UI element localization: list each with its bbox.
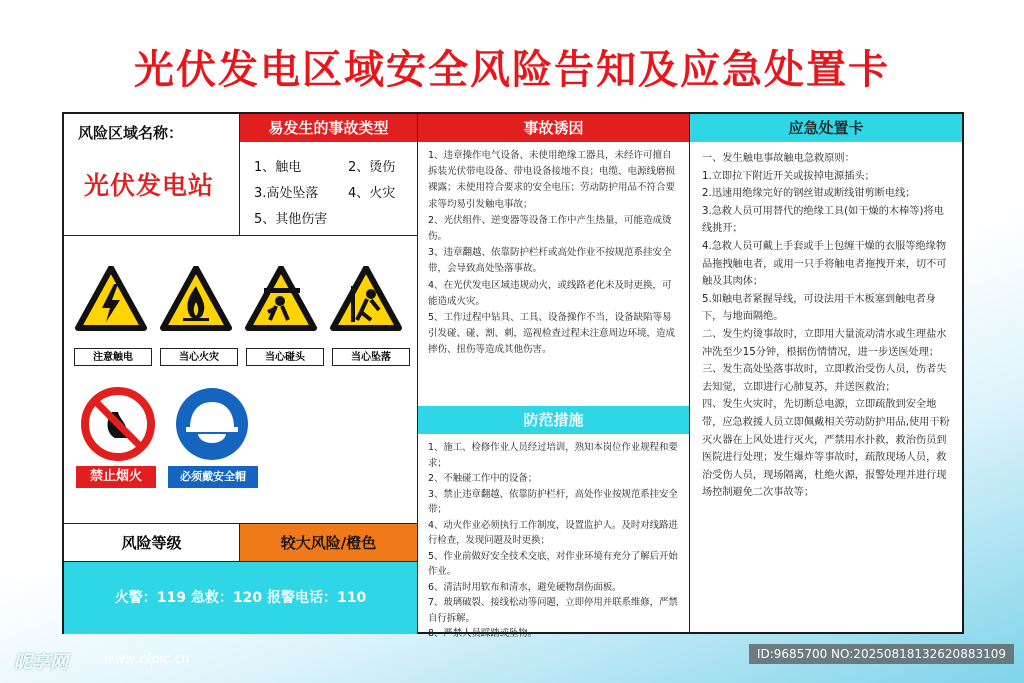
area-label: 风险区域名称： bbox=[78, 124, 184, 142]
sign-label-fall: 当心坠落 bbox=[332, 348, 410, 366]
accident-type-2: 2、烫伤 bbox=[348, 160, 396, 175]
prevention-header: 防范措施 bbox=[418, 406, 690, 434]
risk-card bbox=[62, 112, 964, 639]
risk-level-label: 风险等级 bbox=[64, 524, 240, 562]
accident-types-list bbox=[240, 142, 418, 236]
watermark-logo: 昵享网 bbox=[14, 652, 68, 673]
fire-warning-icon bbox=[163, 268, 229, 328]
fall-warning-icon bbox=[333, 268, 399, 328]
sign-label-electric: 注意触电 bbox=[74, 348, 152, 366]
prevention-text: 1、施工、检修作业人员经过培训，熟知本岗位作业规程和要求； 2、不触碰工作中的设备； 3、禁止违章翻越、依靠防护栏杆，高处作业按规范系挂安全带； 4、动火作业必须执行工作制度，设置监护人。及时对线路进行检查，发现问题及时更换； 5、作业前做好安全技术交底，对作业环境有充分了解后开始作业。 6、清洁时用软布和清水，避免硬物刮伤面板。 7、玻璃破裂、接线松动等问题，立即停用并联系维修，严禁自行拆解。 8、严禁人员踩踏或坠物。 bbox=[418, 434, 690, 634]
signs-area bbox=[64, 236, 418, 524]
page-title: 光伏发电区域安全风险告知及应急处置卡 bbox=[134, 47, 890, 93]
area-name: 光伏发电站 bbox=[84, 171, 215, 200]
risk-level-value: 较大风险/橙色 bbox=[240, 524, 418, 562]
causes-header: 事故诱因 bbox=[418, 114, 690, 142]
image-id-badge: ID:9685700 NO:20250818132620883109 bbox=[749, 644, 1014, 664]
watermark-url: www.nipic.cn bbox=[104, 652, 190, 667]
helmet-required-label: 必须戴安全帽 bbox=[168, 466, 258, 488]
electric-shock-warning-icon bbox=[78, 268, 144, 328]
sign-label-fire: 当心火灾 bbox=[160, 348, 238, 366]
accident-type-1: 1、触电 bbox=[254, 160, 302, 175]
emergency-phones: 火警：119 急救：120 报警电话：110 bbox=[64, 562, 418, 634]
emergency-text: 一、发生触电事故触电急救原则： 1.立即拉下附近开关或拔掉电源插头； 2.迅速用绝缘完好的钢丝钳或断线钳剪断电线； 3.急救人员可用替代的绝缘工具(如干燥的木棒等)将电线挑开； 4.急救人员可戴上手套或手上包缠干燥的衣服等绝缘物品拖拽触电者，或用一只手将触电者拖拽开来，切不可触及其肉体； 5.如触电者紧握导线，可设法用干木板塞到触电者身下，与地面隔绝。 二、发生灼烫事故时，立即用大量流动清水或生理盐水冲洗至少15分钟，根据伤情情况，进一步送医处理； 三、发生高处坠落事故时，立即救治受伤人员，伤者失去知觉，立即进行心肺复苏，并送医救治； 四、发生火灾时，先切断总电源，立即疏散到安全地带，应急救援人员立即佩戴相关劳动防护用品,使用干粉灭火器在上风处进行灭火，严禁用水扑救，救治伤员到医院进行处理；发生爆炸等事故时，疏散现场人员，救治受伤人员，现场隔离，杜绝火源，报警处理并进行现场控制避免二次事故等； bbox=[702, 153, 950, 499]
causes-text: 1、违章操作电气设备、未使用绝缘工器具，未经许可擅自拆装光伏带电设备、带电设备接地不良；电缆、电源线磨损裸露；未使用符合要求的安全电压；劳动防护用品不符合要求等均易引发触电事故； 2、光伏组件、逆变器等设备工作中产生热量，可能造成烫伤。 3、违章翻越、依靠防护栏杆或高处作业不按规范系挂安全带，会导致高处坠落事故。 4、在光伏发电区域违规动火，或线路老化未及时更换，可能造成火灾。 5、工作过程中钻具、工具、设备操作不当，设备缺陷等易引发碰、碰、割、刺，巡视检查过程未注意周边环境，造成摔伤、扭伤等造成其他伤害。 bbox=[418, 142, 690, 406]
no-fire-label: 禁止烟火 bbox=[76, 466, 156, 488]
head-bump-warning-icon bbox=[248, 268, 314, 328]
no-fire-icon bbox=[78, 384, 158, 464]
emergency-header: 应急处置卡 bbox=[690, 114, 962, 142]
accident-type-4: 4、火灾 bbox=[348, 186, 396, 201]
accident-type-3: 3.高处坠落 bbox=[254, 186, 319, 201]
helmet-required-icon bbox=[172, 384, 252, 464]
area-block bbox=[64, 114, 240, 236]
accident-types-header: 易发生的事故类型 bbox=[240, 114, 418, 142]
accident-type-5: 5、其他伤害 bbox=[254, 212, 328, 227]
sign-label-bump: 当心碰头 bbox=[246, 348, 324, 366]
